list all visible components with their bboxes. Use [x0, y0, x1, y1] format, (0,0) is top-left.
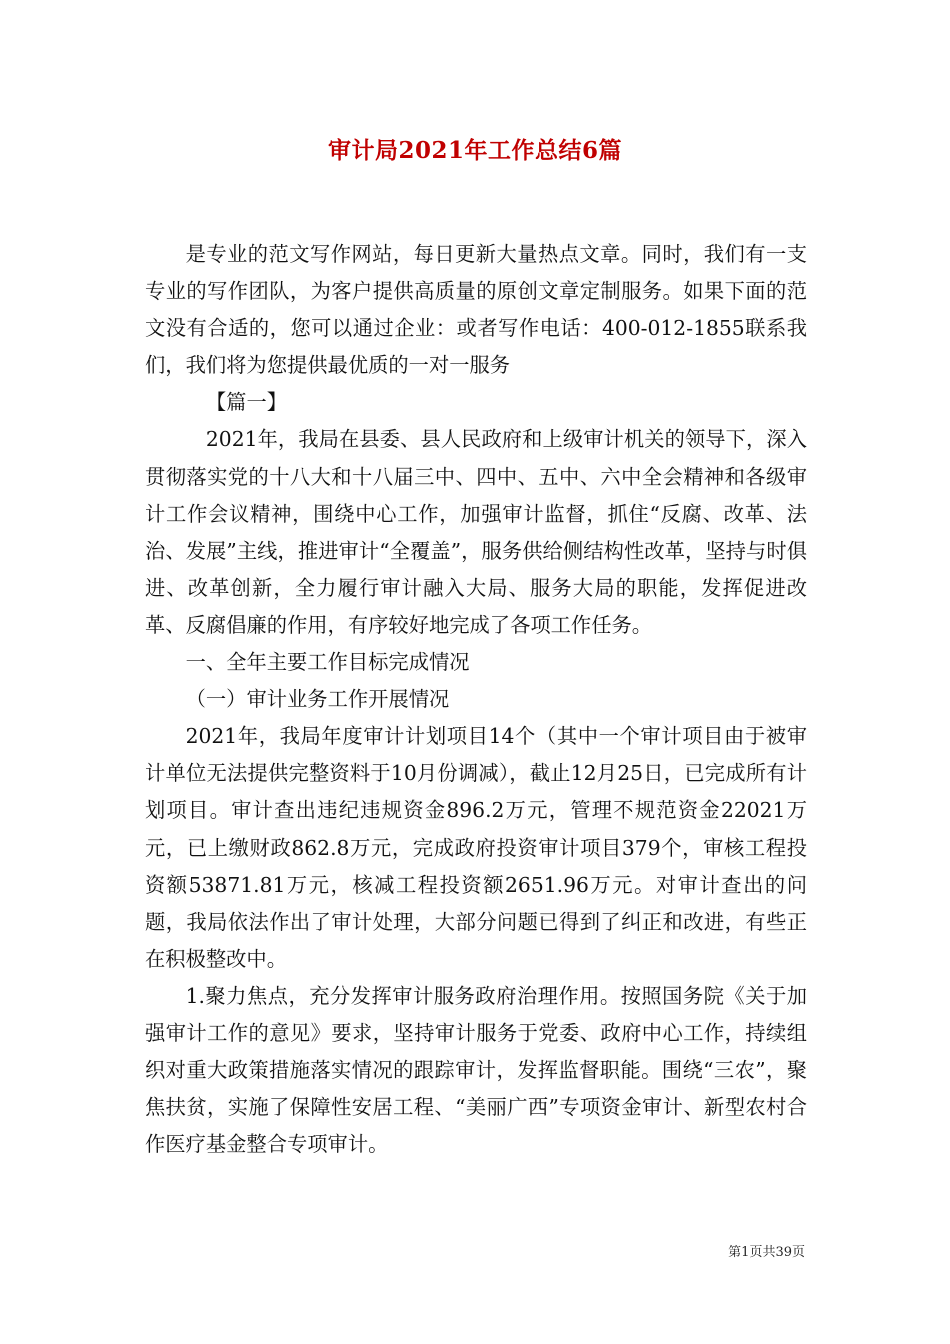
- heading-main-goals: 一、全年主要工作目标完成情况: [185, 650, 470, 675]
- intro-paragraph: 是专业的范文写作网站，每日更新大量热点文章。同时，我们有一支专业的写作团队，为客户提供高质量的原创文章定制服务。如果下面的范文没有合适的，您可以通过企业：或者写作电话：400-012-1855联系我们，我们将为您提供最优质的一对一服务: [145, 242, 807, 378]
- paragraph-focus-point: 1.聚力焦点，充分发挥审计服务政府治理作用。按照国务院《关于加强审计工作的意见》要求，坚持审计服务于党委、政府中心工作，持续组织对重大政策措施落实情况的跟踪审计，发挥监督职能。围绕“三农”，聚焦扶贫，实施了保障性安居工程、“美丽广西”专项资金审计、新型农村合作医疗基金整合专项审计。: [145, 983, 807, 1157]
- document-title: 审计局2021年工作总结6篇: [327, 137, 623, 164]
- heading-audit-work: （一）审计业务工作开展情况: [185, 687, 450, 712]
- document-body: [145, 236, 807, 1163]
- paragraph-audit-results: 2021年，我局年度审计计划项目14个（其中一个审计项目由于被审计单位无法提供完整资料于10月份调减），截止12月25日，已完成所有计划项目。审计查出违纪违规资金896.2万元，管理不规范资金22021万元，已上缴财政862.8万元，完成政府投资审计项目379个，审核工程投资额53871.81万元，核减工程投资额2651.96万元。对审计查出的问题，我局依法作出了审计处理，大部分问题已得到了纠正和改进，有些正在积极整改中。: [145, 724, 807, 971]
- page-number: 第1页共39页: [728, 1245, 805, 1260]
- paragraph-overview: 2021年，我局在县委、县人民政府和上级审计机关的领导下，深入贯彻落实党的十八大和十八届三中、四中、五中、六中全会精神和各级审计工作会议精神，围绕中心工作，加强审计监督，抓住“反腐、改革、法治、发展”主线，推进审计“全覆盖”，服务供给侧结构性改革，坚持与时俱进、改革创新，全力履行审计融入大局、服务大局的职能，发挥促进改革、反腐倡廉的作用，有序较好地完成了各项工作任务。: [145, 427, 807, 637]
- section-heading-part-one: 【篇一】: [205, 390, 288, 415]
